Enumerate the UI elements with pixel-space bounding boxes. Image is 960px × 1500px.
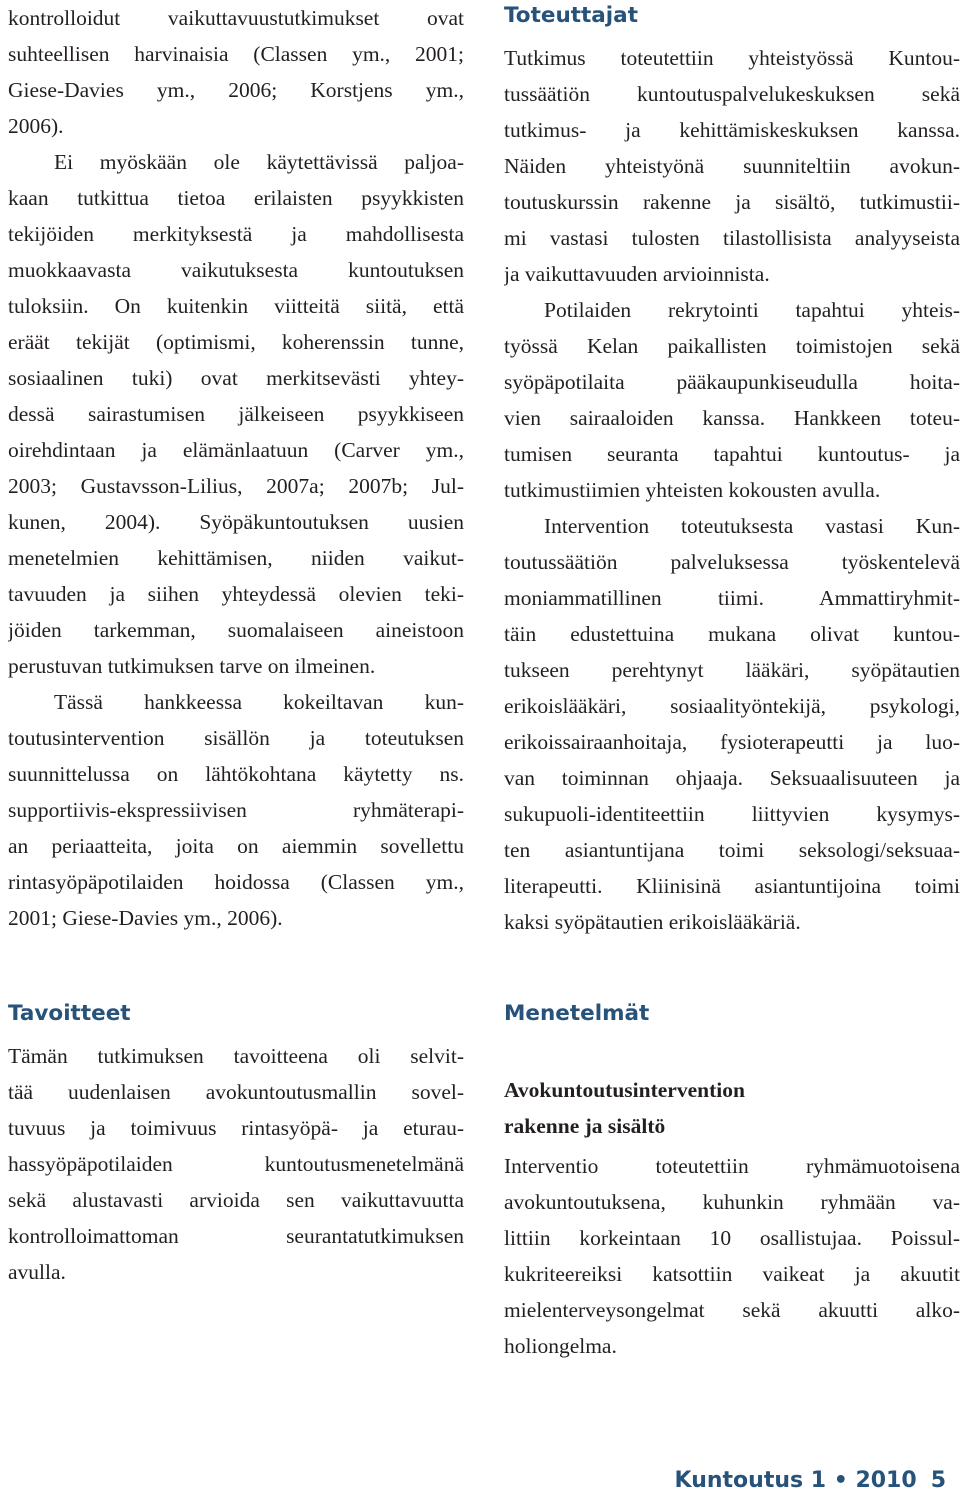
- section-heading-menetelmat: Menetelmät: [504, 1001, 650, 1026]
- text-line: erikoislääkäri, sosiaalityöntekijä, psykologi,: [504, 694, 960, 718]
- text-line: 2003; Gustavsson-Lilius, 2007a; 2007b; Jul-: [8, 474, 464, 498]
- text-line: kontrolloidut vaikuttavuustutkimukset ovat: [8, 6, 464, 30]
- text-line: van toiminnan ohjaaja. Seksuaalisuuteen ja: [504, 766, 960, 790]
- text-line: suunnittelussa on lähtökohtana käytetty ns.: [8, 762, 464, 786]
- text-line: vien sairaaloiden kanssa. Hankkeen toteu-: [504, 406, 960, 430]
- text-line: rintasyöpäpotilaiden hoidossa (Classen ym.,: [8, 870, 464, 894]
- text-line: tuvuus ja toimivuus rintasyöpä- ja eturau-: [8, 1116, 464, 1140]
- text-line: kukriteereiksi katsottiin vaikeat ja akuutit: [504, 1262, 960, 1286]
- section-heading-toteuttajat: Toteuttajat: [504, 3, 638, 28]
- text-line: syöpäpotilaita pääkaupunkiseudulla hoita-: [504, 370, 960, 394]
- text-line: sosiaalinen tuki) ovat merkitsevästi yhtey-: [8, 366, 464, 390]
- text-line: Potilaiden rekrytointi tapahtui yhteis-: [544, 298, 960, 322]
- text-line: toutusintervention sisällön ja toteutuksen: [8, 726, 464, 750]
- text-line: tumisen seuranta tapahtui kuntoutus- ja: [504, 442, 960, 466]
- text-line: tää uudenlaisen avokuntoutusmallin sovel-: [8, 1080, 464, 1104]
- right-column-top: [504, 0, 960, 940]
- text-line: 2006).: [8, 114, 64, 138]
- text-line: literapeutti. Kliinisinä asiantuntijoina toimi: [504, 874, 960, 898]
- text-line: dessä sairastumisen jälkeiseen psyykkiseen: [8, 402, 464, 426]
- text-line: tukseen perehtynyt lääkäri, syöpätautien: [504, 658, 960, 682]
- text-line: tekijöiden merkityksestä ja mahdollisesta: [8, 222, 464, 246]
- text-line: täin edustettuina mukana olivat kuntou-: [504, 622, 960, 646]
- text-line: holiongelma.: [504, 1334, 617, 1358]
- text-line: kaksi syöpätautien erikoislääkäriä.: [504, 910, 801, 934]
- text-line: oirehdintaan ja elämänlaatuun (Carver ym.,: [8, 438, 464, 462]
- text-line: moniammatillinen tiimi. Ammattiryhmit-: [504, 586, 960, 610]
- text-line: tavuuden ja siihen yhteydessä olevien teki-: [8, 582, 464, 606]
- text-line: toutuskurssin rakenne ja sisältö, tutkimustii-: [504, 190, 960, 214]
- text-line: littiin korkeintaan 10 osallistujaa. Poissul-: [504, 1226, 960, 1250]
- text-line: supportiivis-ekspressiivisen ryhmäterapi-: [8, 798, 464, 822]
- text-line: työssä Kelan paikallisten toimistojen sekä: [504, 334, 960, 358]
- page-number: 5: [930, 1468, 946, 1493]
- left-column-top: [8, 0, 464, 936]
- text-line: kaan tutkittua tietoa erilaisten psyykkisten: [8, 186, 464, 210]
- text-line: menetelmien kehittämisen, niiden vaikut-: [8, 546, 464, 570]
- text-line: 2001; Giese-Davies ym., 2006).: [8, 906, 283, 930]
- text-line: Ei myöskään ole käytettävissä paljoa-: [54, 150, 464, 174]
- text-line: ja vaikuttavuuden arvioinnista.: [504, 262, 770, 286]
- text-line: Tämän tutkimuksen tavoitteena oli selvit-: [8, 1044, 464, 1068]
- text-line: mielenterveysongelmat sekä akuutti alko-: [504, 1298, 960, 1322]
- text-line: muokkaavasta vaikutuksesta kuntoutuksen: [8, 258, 464, 282]
- text-line: mi vastasi tulosten tilastollisista analyyseista: [504, 226, 960, 250]
- subsection-heading: rakenne ja sisältö: [504, 1114, 666, 1138]
- text-line: suhteellisen harvinaisia (Classen ym., 2001;: [8, 42, 464, 66]
- text-line: eräät tekijät (optimismi, koherenssin tunne,: [8, 330, 464, 354]
- text-line: toutussäätiön palveluksessa työskentelevä: [504, 550, 960, 574]
- text-line: jöiden tarkemman, suomalaiseen aineistoon: [8, 618, 464, 642]
- text-line: tuloksiin. On kuitenkin viitteitä siitä, että: [8, 294, 464, 318]
- text-line: sekä alustavasti arvioida sen vaikuttavuutta: [8, 1188, 464, 1212]
- text-line: Tutkimus toteutettiin yhteistyössä Kuntou-: [504, 46, 960, 70]
- right-column-bottom: [504, 998, 960, 1364]
- text-line: tutkimustiimien yhteisten kokousten avulla.: [504, 478, 881, 502]
- text-line: ten asiantuntijana toimi seksologi/seksuaa-: [504, 838, 960, 862]
- text-line: avulla.: [8, 1260, 66, 1284]
- text-line: sukupuoli-identiteettiin liittyvien kysymys-: [504, 802, 960, 826]
- text-line: hassyöpäpotilaiden kuntoutusmenetelmänä: [8, 1152, 464, 1176]
- subsection-heading: Avokuntoutusintervention: [504, 1078, 745, 1102]
- text-line: Interventio toteutettiin ryhmämuotoisena: [504, 1154, 960, 1178]
- text-line: avokuntoutuksena, kuhunkin ryhmään va-: [504, 1190, 960, 1214]
- journal-issue: Kuntoutus 1 • 2010: [674, 1468, 917, 1493]
- text-line: tutkimus- ja kehittämiskeskuksen kanssa.: [504, 118, 960, 142]
- section-heading-tavoitteet: Tavoitteet: [8, 1001, 131, 1026]
- text-line: an periaatteita, joita on aiemmin sovellettu: [8, 834, 464, 858]
- text-line: Giese-Davies ym., 2006; Korstjens ym.,: [8, 78, 464, 102]
- text-line: tussäätiön kuntoutuspalvelukeskuksen sekä: [504, 82, 960, 106]
- text-line: erikoissairaanhoitaja, fysioterapeutti ja luo-: [504, 730, 960, 754]
- text-line: Näiden yhteistyönä suunniteltiin avokun-: [504, 154, 960, 178]
- text-line: perustuvan tutkimuksen tarve on ilmeinen.: [8, 654, 376, 678]
- text-line: kunen, 2004). Syöpäkuntoutuksen uusien: [8, 510, 464, 534]
- text-line: Intervention toteutuksesta vastasi Kun-: [544, 514, 960, 538]
- page-footer: [675, 1468, 946, 1493]
- text-line: kontrolloimattoman seurantatutkimuksen: [8, 1224, 464, 1248]
- left-column-bottom: [8, 998, 464, 1290]
- text-line: Tässä hankkeessa kokeiltavan kun-: [54, 690, 464, 714]
